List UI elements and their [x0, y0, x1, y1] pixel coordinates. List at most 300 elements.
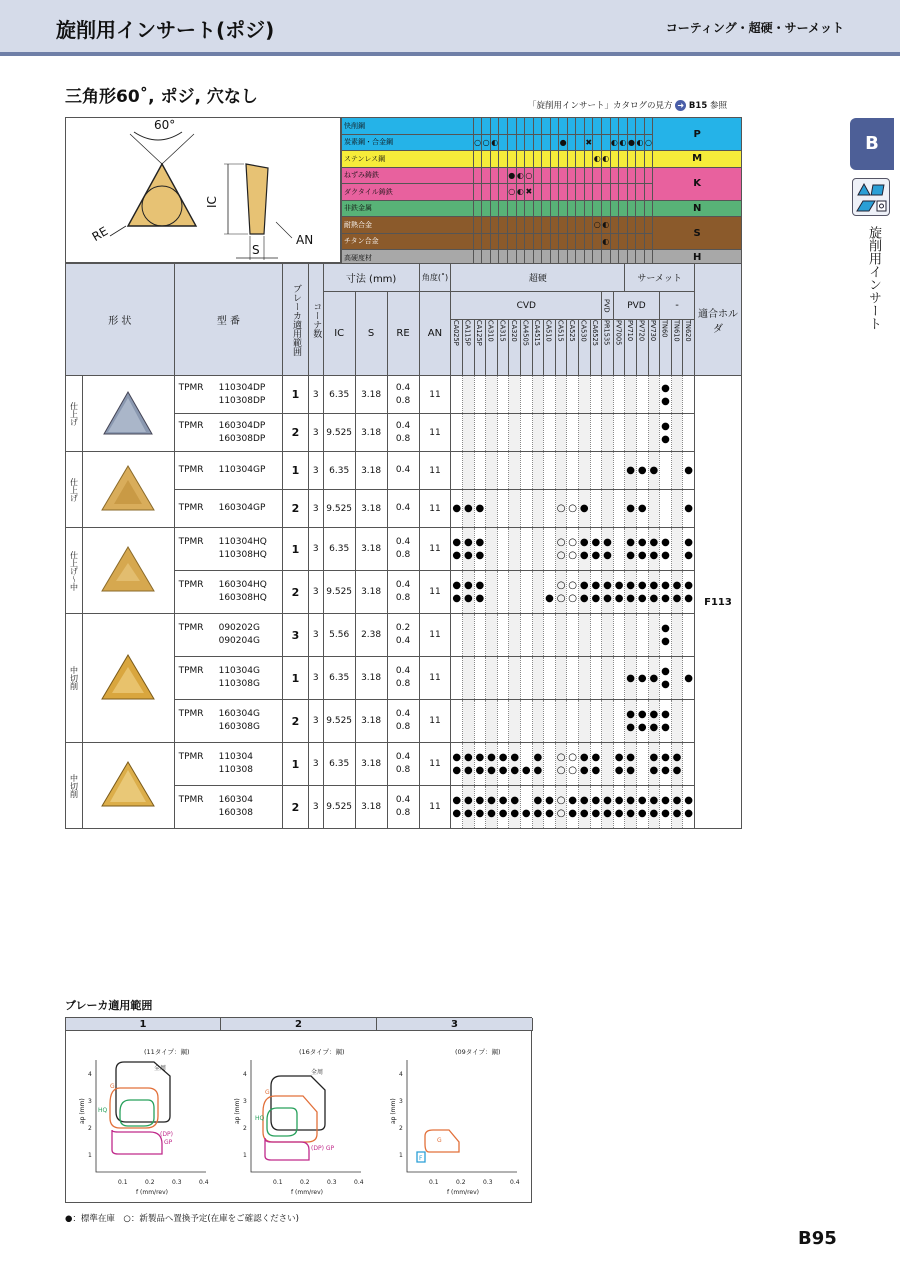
material-suitability-cell — [542, 134, 551, 151]
corners-value: 3 — [308, 490, 323, 528]
stock-mark: ● — [672, 593, 682, 604]
material-suitability-cell — [593, 118, 602, 135]
material-suitability-cell — [550, 200, 559, 217]
region-label: (DP) GP — [311, 1145, 335, 1152]
stock-mark — [637, 629, 648, 642]
material-suitability-cell — [576, 167, 585, 184]
stock-mark: ● — [614, 808, 624, 819]
stock-mark: ● — [579, 537, 589, 548]
material-suitability-cell — [602, 184, 611, 201]
stock-mark — [672, 629, 683, 642]
breaker-column-header: 3 — [377, 1018, 533, 1031]
grade-header: CA315 — [498, 320, 507, 342]
application-label: 仕上げ — [69, 401, 79, 426]
stock-mark — [509, 672, 520, 685]
stock-mark — [509, 464, 520, 477]
grade-header: CA310 — [486, 320, 495, 342]
material-suitability-cell: ○ — [473, 134, 482, 151]
material-suitability-cell — [610, 233, 619, 250]
stock-mark: ● — [498, 765, 508, 776]
stock-mark: ● — [649, 593, 659, 604]
material-suitability-cell — [576, 151, 585, 168]
stock-mark: ● — [649, 709, 659, 720]
material-suitability-cell — [627, 200, 636, 217]
stock-mark — [567, 715, 578, 728]
stock-mark: ● — [637, 580, 647, 591]
breaker-range-chart — [377, 1032, 533, 1204]
corners-value: 3 — [308, 657, 323, 700]
stock-mark — [591, 502, 602, 515]
material-suitability-cell — [567, 118, 576, 135]
region-label: (DP) — [160, 1131, 173, 1138]
stock-mark — [509, 543, 520, 556]
x-tick: 0.1 — [118, 1179, 128, 1186]
material-suitability-cell — [533, 184, 542, 201]
material-suitability-cell — [490, 184, 499, 201]
stock-mark — [660, 502, 671, 515]
material-suitability-cell — [627, 118, 636, 135]
y-tick: 4 — [399, 1071, 403, 1078]
stock-mark: ● — [452, 765, 462, 776]
stock-mark — [591, 426, 602, 439]
y-tick: 2 — [399, 1125, 403, 1132]
stock-mark: ● — [591, 808, 601, 819]
material-suitability-cell — [619, 151, 628, 168]
stock-mark: ● — [463, 752, 473, 763]
an-value: 11 — [419, 414, 451, 452]
stock-mark — [602, 426, 613, 439]
stock-mark: ● — [603, 593, 612, 604]
catalog-reference[interactable] — [528, 99, 727, 111]
material-suitability-cell — [490, 118, 499, 135]
stock-mark — [614, 464, 625, 477]
model-code[interactable]: 160308G — [218, 722, 260, 732]
stock-mark: ● — [579, 580, 589, 591]
y-tick: 3 — [243, 1098, 247, 1105]
stock-mark: ● — [661, 580, 670, 591]
model-code[interactable]: 110308 — [218, 765, 253, 775]
breaker-range-chart — [221, 1032, 377, 1204]
material-name: ステンレス鋼 — [342, 151, 474, 168]
stock-mark — [475, 629, 486, 642]
ic-value: 6.35 — [323, 743, 355, 786]
stock-mark — [498, 586, 509, 599]
stock-mark — [637, 388, 648, 401]
model-code[interactable]: 110304DP — [218, 382, 266, 393]
replacement-mark: ○ — [568, 580, 578, 591]
stock-mark — [544, 502, 555, 515]
material-group: N — [653, 200, 742, 217]
stock-mark: ● — [475, 580, 485, 591]
replacement-mark: ○ — [568, 537, 578, 548]
product-table — [65, 263, 742, 829]
stock-mark: ● — [475, 550, 485, 561]
material-suitability-cell — [567, 151, 576, 168]
stock-mark: ● — [661, 722, 670, 733]
x-tick: 0.2 — [456, 1179, 466, 1186]
an-value: 11 — [419, 657, 451, 700]
material-suitability-cell — [490, 151, 499, 168]
stock-mark: ● — [568, 808, 578, 819]
x-tick: 0.3 — [172, 1179, 182, 1186]
x-axis-label: f (mm/rev) — [136, 1189, 168, 1196]
x-axis-label: f (mm/rev) — [291, 1189, 323, 1196]
stock-mark — [602, 388, 613, 401]
stock-mark: ● — [579, 550, 589, 561]
model-code[interactable]: 090202G — [218, 623, 260, 633]
x-tick: 0.2 — [145, 1179, 155, 1186]
material-suitability-cell — [567, 233, 576, 250]
material-suitability-cell — [542, 118, 551, 135]
stock-mark — [544, 715, 555, 728]
stock-mark — [498, 543, 509, 556]
material-suitability-cell — [533, 200, 542, 217]
stock-mark — [451, 715, 462, 728]
cvd-header: CVD — [451, 292, 602, 320]
stock-mark — [556, 426, 567, 439]
replacement-mark: ○ — [556, 503, 566, 514]
stock-mark — [475, 715, 486, 728]
stock-mark — [602, 502, 613, 515]
breaker-value: 1 — [283, 657, 309, 700]
breaker-value: 1 — [283, 376, 309, 414]
side-tab[interactable]: B — [850, 118, 894, 170]
stock-mark — [544, 543, 555, 556]
material-suitability-cell — [482, 151, 491, 168]
stock-mark — [533, 502, 544, 515]
material-suitability-cell — [593, 200, 602, 217]
model-series: TPMR — [178, 666, 204, 676]
product-row — [66, 452, 742, 490]
breaker-column-header: 2 — [221, 1018, 377, 1031]
stock-mark: ● — [452, 503, 462, 514]
material-suitability-cell — [602, 167, 611, 184]
an-value: 11 — [419, 614, 451, 657]
stock-mark: ● — [487, 795, 496, 806]
stock-mark: ● — [533, 765, 543, 776]
stock-mark — [556, 715, 567, 728]
stock-mark — [486, 672, 497, 685]
stock-mark: ● — [637, 593, 647, 604]
stock-mark — [533, 672, 544, 685]
material-suitability-cell — [619, 200, 628, 217]
model-series: TPMR — [178, 709, 204, 719]
stock-mark — [486, 586, 497, 599]
material-suitability-cell — [550, 184, 559, 201]
x-tick: 0.3 — [483, 1179, 493, 1186]
model-code[interactable]: 110304G — [218, 666, 260, 676]
model-code[interactable]: 090204G — [218, 636, 260, 646]
y-tick: 2 — [88, 1125, 92, 1132]
material-suitability-cell — [516, 118, 525, 135]
replacement-mark: ○ — [556, 808, 566, 819]
stock-mark: ● — [591, 593, 601, 604]
model-code[interactable]: 110304HQ — [218, 537, 267, 547]
stock-mark — [509, 715, 520, 728]
stock-mark: ● — [626, 765, 636, 776]
material-suitability-cell — [533, 151, 542, 168]
material-suitability-cell — [567, 200, 576, 217]
material-suitability-cell — [559, 184, 568, 201]
stock-mark: ● — [614, 795, 624, 806]
stock-mark: ● — [637, 503, 647, 514]
stock-mark: ● — [649, 465, 659, 476]
stock-mark: ● — [533, 752, 543, 763]
grade-header: TN620 — [683, 320, 692, 342]
stock-mark — [567, 464, 578, 477]
model-series: TPMR — [178, 537, 204, 547]
stock-mark: ● — [626, 593, 636, 604]
material-suitability-cell — [559, 233, 568, 250]
stock-mark: ● — [452, 795, 462, 806]
y-tick: 4 — [88, 1071, 92, 1078]
insert-photo-icon — [96, 756, 160, 812]
material-suitability-cell — [584, 217, 593, 234]
replacement-mark: ○ — [556, 550, 566, 561]
stock-mark — [509, 388, 520, 401]
re-value: 0.4 — [395, 666, 411, 676]
stock-mark — [498, 629, 509, 642]
model-series: TPMR — [178, 382, 204, 393]
y-tick: 1 — [243, 1152, 247, 1159]
material-suitability-cell — [627, 184, 636, 201]
model-code[interactable]: 160308HQ — [218, 593, 267, 603]
diagram-an-label: AN — [296, 233, 314, 247]
stock-mark: ● — [649, 722, 659, 733]
material-suitability-cell — [584, 184, 593, 201]
stock-mark: ● — [684, 465, 693, 476]
model-series: TPMR — [178, 623, 204, 633]
holder-header: 適合ホルダ — [694, 264, 741, 376]
re-value: 0.4 — [395, 709, 411, 719]
material-suitability-cell — [602, 200, 611, 217]
stock-mark — [672, 543, 683, 556]
corners-value: 3 — [308, 571, 323, 614]
material-suitability-cell — [644, 151, 653, 168]
stock-mark: ● — [463, 537, 473, 548]
material-suitability-cell — [644, 118, 653, 135]
material-suitability-cell — [567, 167, 576, 184]
page-header — [0, 0, 900, 56]
stock-mark: ● — [661, 420, 670, 432]
stock-mark — [463, 388, 474, 401]
application-label: 仕上げ — [69, 477, 79, 502]
s-value: 3.18 — [355, 490, 387, 528]
s-value: 3.18 — [355, 657, 387, 700]
x-tick: 0.2 — [300, 1179, 310, 1186]
material-suitability-cell — [636, 151, 645, 168]
stock-mark — [544, 758, 555, 771]
stock-mark: ● — [603, 795, 612, 806]
stock-mark — [498, 426, 509, 439]
stock-mark: ● — [452, 808, 462, 819]
material-suitability-cell — [533, 118, 542, 135]
material-suitability-cell — [619, 233, 628, 250]
material-suitability-cell — [473, 233, 482, 250]
stock-mark: ● — [637, 465, 647, 476]
stock-mark — [614, 715, 625, 728]
stock-mark — [614, 629, 625, 642]
an-value: 11 — [419, 452, 451, 490]
replacement-mark: ○ — [568, 503, 578, 514]
s-value: 3.18 — [355, 414, 387, 452]
material-suitability-cell — [490, 233, 499, 250]
stock-mark: ● — [591, 765, 601, 776]
stock-mark: ● — [579, 503, 589, 514]
grade-header: CA4515 — [533, 320, 542, 346]
model-code[interactable]: 110304 — [218, 752, 253, 762]
material-suitability-cell: ○ — [482, 134, 491, 151]
stock-mark — [521, 794, 532, 807]
material-suitability-cell — [567, 134, 576, 151]
material-suitability-cell — [636, 184, 645, 201]
model-code[interactable]: 160304G — [218, 709, 260, 719]
stock-mark: ● — [684, 795, 693, 806]
stock-mark — [602, 758, 613, 771]
model-code[interactable]: 110308G — [218, 679, 260, 689]
grade-header: CA115P — [463, 320, 472, 346]
region-label: GP — [164, 1139, 173, 1146]
an-value: 11 — [419, 786, 451, 829]
insert-photo-icon — [96, 384, 160, 440]
breaker-header: ブレーカ適用範囲 — [291, 283, 301, 356]
stock-mark: ● — [545, 808, 554, 819]
material-suitability-cell — [584, 233, 593, 250]
material-suitability-cell — [516, 200, 525, 217]
material-suitability-cell — [644, 233, 653, 250]
ic-value: 6.35 — [323, 376, 355, 414]
material-suitability-cell — [499, 200, 508, 217]
stock-mark — [544, 629, 555, 642]
material-suitability-cell — [542, 200, 551, 217]
material-suitability-cell — [490, 200, 499, 217]
ic-value: 5.56 — [323, 614, 355, 657]
stock-mark — [521, 586, 532, 599]
ic-value: 6.35 — [323, 657, 355, 700]
stock-mark — [533, 543, 544, 556]
region-label: HQ — [255, 1115, 265, 1122]
model-series: TPMR — [178, 465, 204, 475]
y-tick: 1 — [399, 1152, 403, 1159]
breaker-value: 3 — [283, 614, 309, 657]
diagram-angle-label: 60° — [154, 118, 176, 132]
stock-mark: ● — [579, 593, 589, 604]
stock-mark: ● — [672, 752, 682, 763]
stock-mark — [498, 672, 509, 685]
model-code[interactable]: 160304HQ — [218, 580, 267, 590]
y-tick: 4 — [243, 1071, 247, 1078]
holder-value[interactable]: F113 — [694, 376, 741, 829]
stock-mark: ● — [510, 765, 520, 776]
material-name: チタン合金 — [342, 233, 474, 250]
model-code[interactable]: 110304GP — [218, 465, 266, 475]
stock-mark: ● — [545, 795, 554, 806]
cermet-header: サーメット — [625, 264, 695, 292]
model-code[interactable]: 160308DP — [218, 433, 266, 444]
s-value: 3.18 — [355, 786, 387, 829]
stock-mark: ● — [649, 752, 659, 763]
s-value: 3.18 — [355, 452, 387, 490]
stock-mark — [556, 388, 567, 401]
material-suitability-cell: ○ — [525, 167, 534, 184]
stock-mark: ● — [591, 550, 601, 561]
stock-mark — [451, 629, 462, 642]
reference-target[interactable]: B15 — [688, 101, 708, 111]
material-suitability-cell — [576, 200, 585, 217]
material-suitability-cell — [525, 134, 534, 151]
material-suitability-cell — [473, 151, 482, 168]
model-code[interactable]: 160308 — [218, 808, 253, 818]
ic-value: 6.35 — [323, 528, 355, 571]
material-suitability-cell — [482, 167, 491, 184]
corners-value: 3 — [308, 414, 323, 452]
stock-mark — [591, 464, 602, 477]
material-suitability-cell — [619, 184, 628, 201]
material-suitability-cell — [490, 167, 499, 184]
stock-mark — [475, 672, 486, 685]
an-value: 11 — [419, 528, 451, 571]
material-suitability-cell: ○ — [508, 184, 517, 201]
stock-mark: ● — [579, 752, 589, 763]
application-label: 中切削 — [69, 666, 79, 690]
material-suitability-cell — [542, 233, 551, 250]
re-value: 0.8 — [395, 679, 411, 689]
material-suitability-cell — [550, 217, 559, 234]
material-suitability-cell — [508, 151, 517, 168]
stock-mark — [567, 629, 578, 642]
stock-mark — [625, 388, 636, 401]
stock-mark — [463, 426, 474, 439]
material-suitability-cell — [576, 118, 585, 135]
model-header: 型 番 — [174, 264, 283, 376]
model-code[interactable]: 160304DP — [218, 420, 266, 431]
stock-mark — [533, 388, 544, 401]
stock-mark — [637, 426, 648, 439]
model-code[interactable]: 110308DP — [218, 395, 266, 406]
stock-mark: ● — [591, 537, 601, 548]
material-suitability-cell: ● — [508, 167, 517, 184]
stock-mark: ● — [684, 580, 693, 591]
stock-mark — [486, 388, 497, 401]
material-suitability-cell — [627, 151, 636, 168]
model-code[interactable]: 160304GP — [218, 503, 266, 513]
stock-mark — [660, 464, 671, 477]
stock-mark — [451, 464, 462, 477]
material-suitability-cell — [636, 233, 645, 250]
breaker-value: 1 — [283, 452, 309, 490]
s-value: 3.18 — [355, 743, 387, 786]
model-code[interactable]: 160304 — [218, 795, 253, 805]
model-code[interactable]: 110308HQ — [218, 550, 267, 560]
stock-mark — [614, 672, 625, 685]
stock-mark — [509, 502, 520, 515]
grade-header: CA125P — [475, 320, 484, 346]
stock-mark: ● — [463, 808, 473, 819]
stock-mark: ● — [510, 795, 520, 806]
material-suitability-cell: ◐ — [602, 217, 611, 234]
stock-mark — [672, 672, 683, 685]
material-suitability-cell — [525, 118, 534, 135]
stock-mark: ● — [603, 537, 612, 548]
reference-suffix: 参照 — [709, 101, 727, 111]
grade-header: PV730 — [649, 320, 658, 342]
material-suitability-cell — [516, 151, 525, 168]
material-suitability-cell — [644, 217, 653, 234]
stock-mark — [475, 388, 486, 401]
stock-mark: ● — [661, 679, 670, 690]
corners-value: 3 — [308, 700, 323, 743]
material-group: M — [653, 151, 742, 168]
